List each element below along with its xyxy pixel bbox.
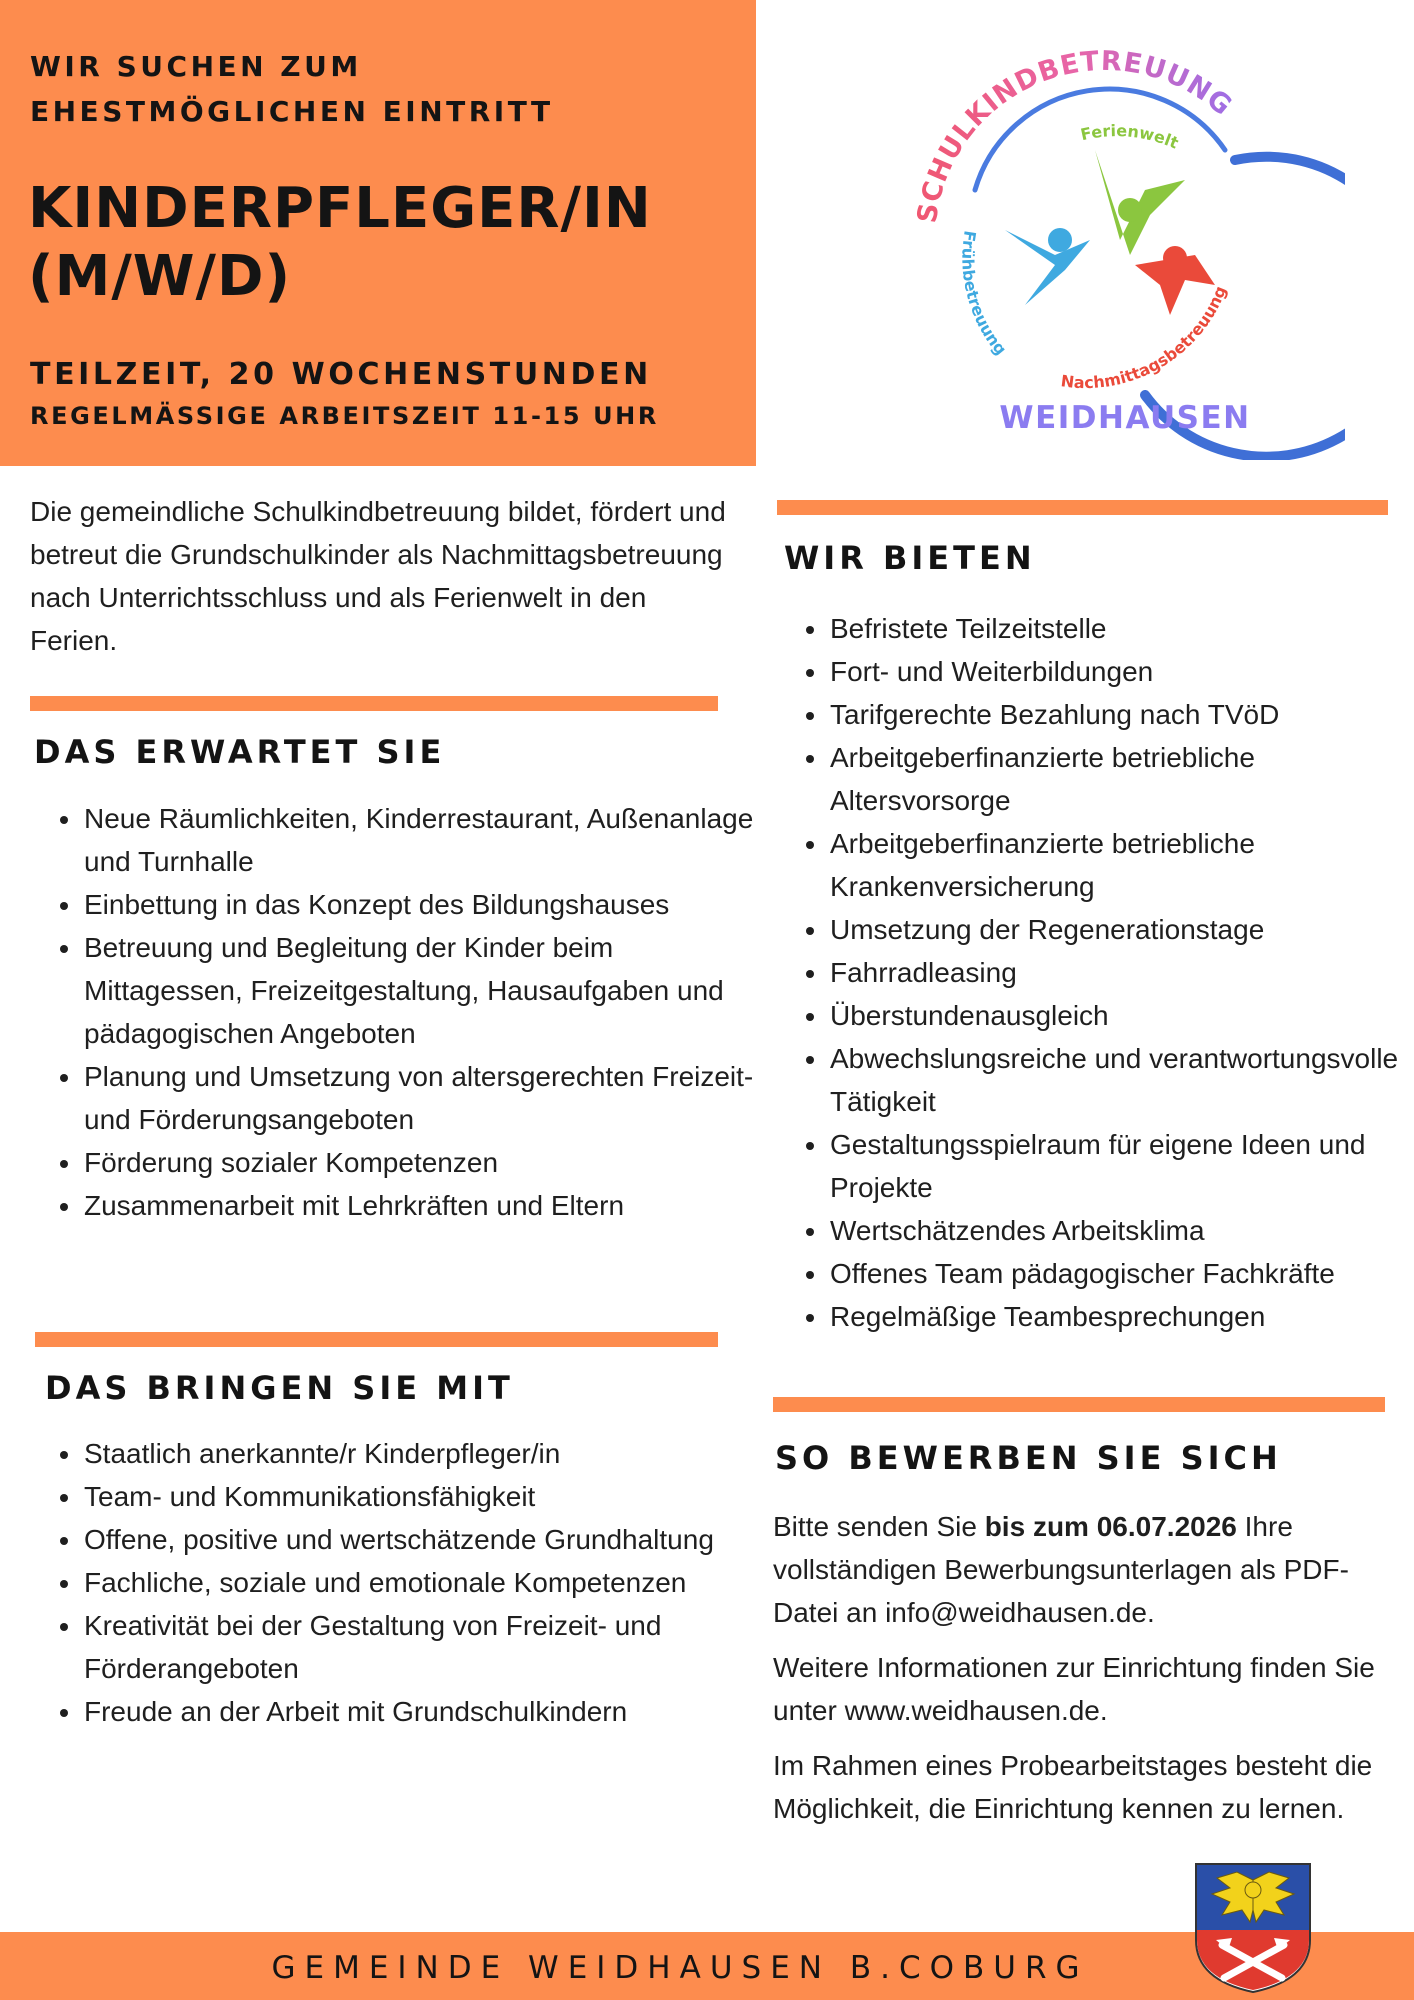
apply-text-pre: Bitte senden Sie bbox=[773, 1511, 985, 1542]
intro-paragraph: Die gemeindliche Schulkindbetreuung bildet, fördert und betreut die Grundschulkinder als Nachmittagsbetreuung nach Unterrichtsschluss und als Ferienwelt in den Ferien. bbox=[30, 496, 726, 656]
heading-bringen: DAS BRINGEN SIE MIT bbox=[45, 1369, 514, 1407]
list-item: • Fachliche, soziale und emotionale Kompetenzen bbox=[83, 1561, 763, 1604]
schulkindbetreuung-logo bbox=[905, 40, 1345, 460]
list-item: • Fort- und Weiterbildungen bbox=[829, 650, 1414, 693]
blue-figure-icon bbox=[1005, 228, 1090, 305]
list-item: • Förderung sozialer Kompetenzen bbox=[83, 1141, 763, 1184]
apply-deadline: bis zum 06.07.2026 bbox=[984, 1511, 1237, 1542]
list-item: • Zusammenarbeit mit Lehrkräften und Eltern bbox=[83, 1184, 763, 1227]
heading-bewerben: SO BEWERBEN SIE SICH bbox=[775, 1439, 1282, 1477]
list-item: • Kreativität bei der Gestaltung von Freizeit- und Förderangeboten bbox=[83, 1604, 763, 1690]
apply-paragraph-2: Weitere Informationen zur Einrichtung finden Sie unter www.weidhausen.de. bbox=[773, 1652, 1375, 1726]
list-bringen bbox=[31, 1432, 763, 1733]
list-item: • Überstundenausgleich bbox=[829, 994, 1414, 1037]
list-item: • Regelmäßige Teambesprechungen bbox=[829, 1295, 1414, 1338]
list-item: • Staatlich anerkannte/r Kinderpfleger/in bbox=[83, 1432, 763, 1475]
hours-line-2: REGELMÄSSIGE ARBEITSZEIT 11-15 UHR bbox=[30, 402, 659, 430]
coat-of-arms-icon bbox=[1192, 1860, 1314, 1995]
list-item: • Befristete Teilzeitstelle bbox=[829, 607, 1414, 650]
list-item: • Betreuung und Begleitung der Kinder beim Mittagessen, Freizeitgestaltung, Hausaufgaben und pädagogischen Angeboten bbox=[83, 926, 763, 1055]
apply-text bbox=[773, 1505, 1383, 1842]
job-title-line-1: KINDERPFLEGER/IN bbox=[28, 176, 652, 241]
list-item: • Offene, positive und wertschätzende Grundhaltung bbox=[83, 1518, 763, 1561]
job-title bbox=[28, 175, 748, 311]
list-item: • Fahrradleasing bbox=[829, 951, 1414, 994]
list-item: • Team- und Kommunikationsfähigkeit bbox=[83, 1475, 763, 1518]
list-item: • Arbeitgeberfinanzierte betriebliche Krankenversicherung bbox=[829, 822, 1414, 908]
section-bar-bringen bbox=[35, 1332, 718, 1347]
list-item: • Umsetzung der Regenerationstage bbox=[829, 908, 1414, 951]
list-bieten bbox=[777, 607, 1414, 1338]
list-item: • Abwechslungsreiche und verantwortungsvolle Tätigkeit bbox=[829, 1037, 1414, 1123]
logo-label-fruehbetreuung: Frühbetreuung bbox=[958, 229, 1011, 359]
logo-label-ferienwelt: Ferienwelt bbox=[1078, 121, 1182, 153]
list-erwartet bbox=[31, 797, 763, 1227]
section-bar-bieten bbox=[777, 500, 1388, 515]
list-item: • Planung und Umsetzung von altersgerechten Freizeit- und Förderungsangeboten bbox=[83, 1055, 763, 1141]
logo-arc-text: SCHULKINDBETREUUNG bbox=[911, 45, 1239, 226]
job-title-line-2: (M/W/D) bbox=[28, 244, 292, 309]
list-item: • Freude an der Arbeit mit Grundschulkindern bbox=[83, 1690, 763, 1733]
kicker-line-1: WIR SUCHEN ZUM bbox=[30, 50, 362, 83]
list-item: • Einbettung in das Konzept des Bildungshauses bbox=[83, 883, 763, 926]
section-bar-bewerben bbox=[773, 1397, 1385, 1412]
list-item: • Neue Räumlichkeiten, Kinderrestaurant, Außenanlage und Turnhalle bbox=[83, 797, 763, 883]
section-bar-erwartet bbox=[30, 696, 718, 711]
list-item: • Arbeitgeberfinanzierte betriebliche Altersvorsorge bbox=[829, 736, 1414, 822]
header-kicker bbox=[30, 44, 730, 134]
apply-paragraph-3: Im Rahmen eines Probearbeitstages besteht die Möglichkeit, die Einrichtung kennen zu lernen. bbox=[773, 1750, 1373, 1824]
kicker-line-2: EHESTMÖGLICHEN EINTRITT bbox=[30, 95, 554, 128]
logo-name: WEIDHAUSEN bbox=[999, 400, 1251, 436]
footer-text: GEMEINDE WEIDHAUSEN B.COBURG bbox=[271, 1950, 1089, 1986]
heading-erwartet: DAS ERWARTET SIE bbox=[34, 733, 446, 771]
green-figure-icon bbox=[1095, 150, 1185, 255]
heading-bieten: WIR BIETEN bbox=[784, 539, 1036, 577]
list-item: • Offenes Team pädagogischer Fachkräfte bbox=[829, 1252, 1414, 1295]
apply-paragraph-1 bbox=[773, 1505, 1383, 1634]
list-item: • Wertschätzendes Arbeitsklima bbox=[829, 1209, 1414, 1252]
apply-text-post: Ihre vollständigen Bewerbungsunterlagen als PDF-Datei an info@weidhausen.de. bbox=[773, 1511, 1349, 1628]
list-item: • Gestaltungsspielraum für eigene Ideen und Projekte bbox=[829, 1123, 1414, 1209]
logo-label-nachmittagsbetreuung: Nachmittagsbetreuung bbox=[1059, 283, 1231, 393]
list-item: • Tarifgerechte Bezahlung nach TVöD bbox=[829, 693, 1414, 736]
hours-line-1: TEILZEIT, 20 WOCHENSTUNDEN bbox=[30, 357, 652, 392]
